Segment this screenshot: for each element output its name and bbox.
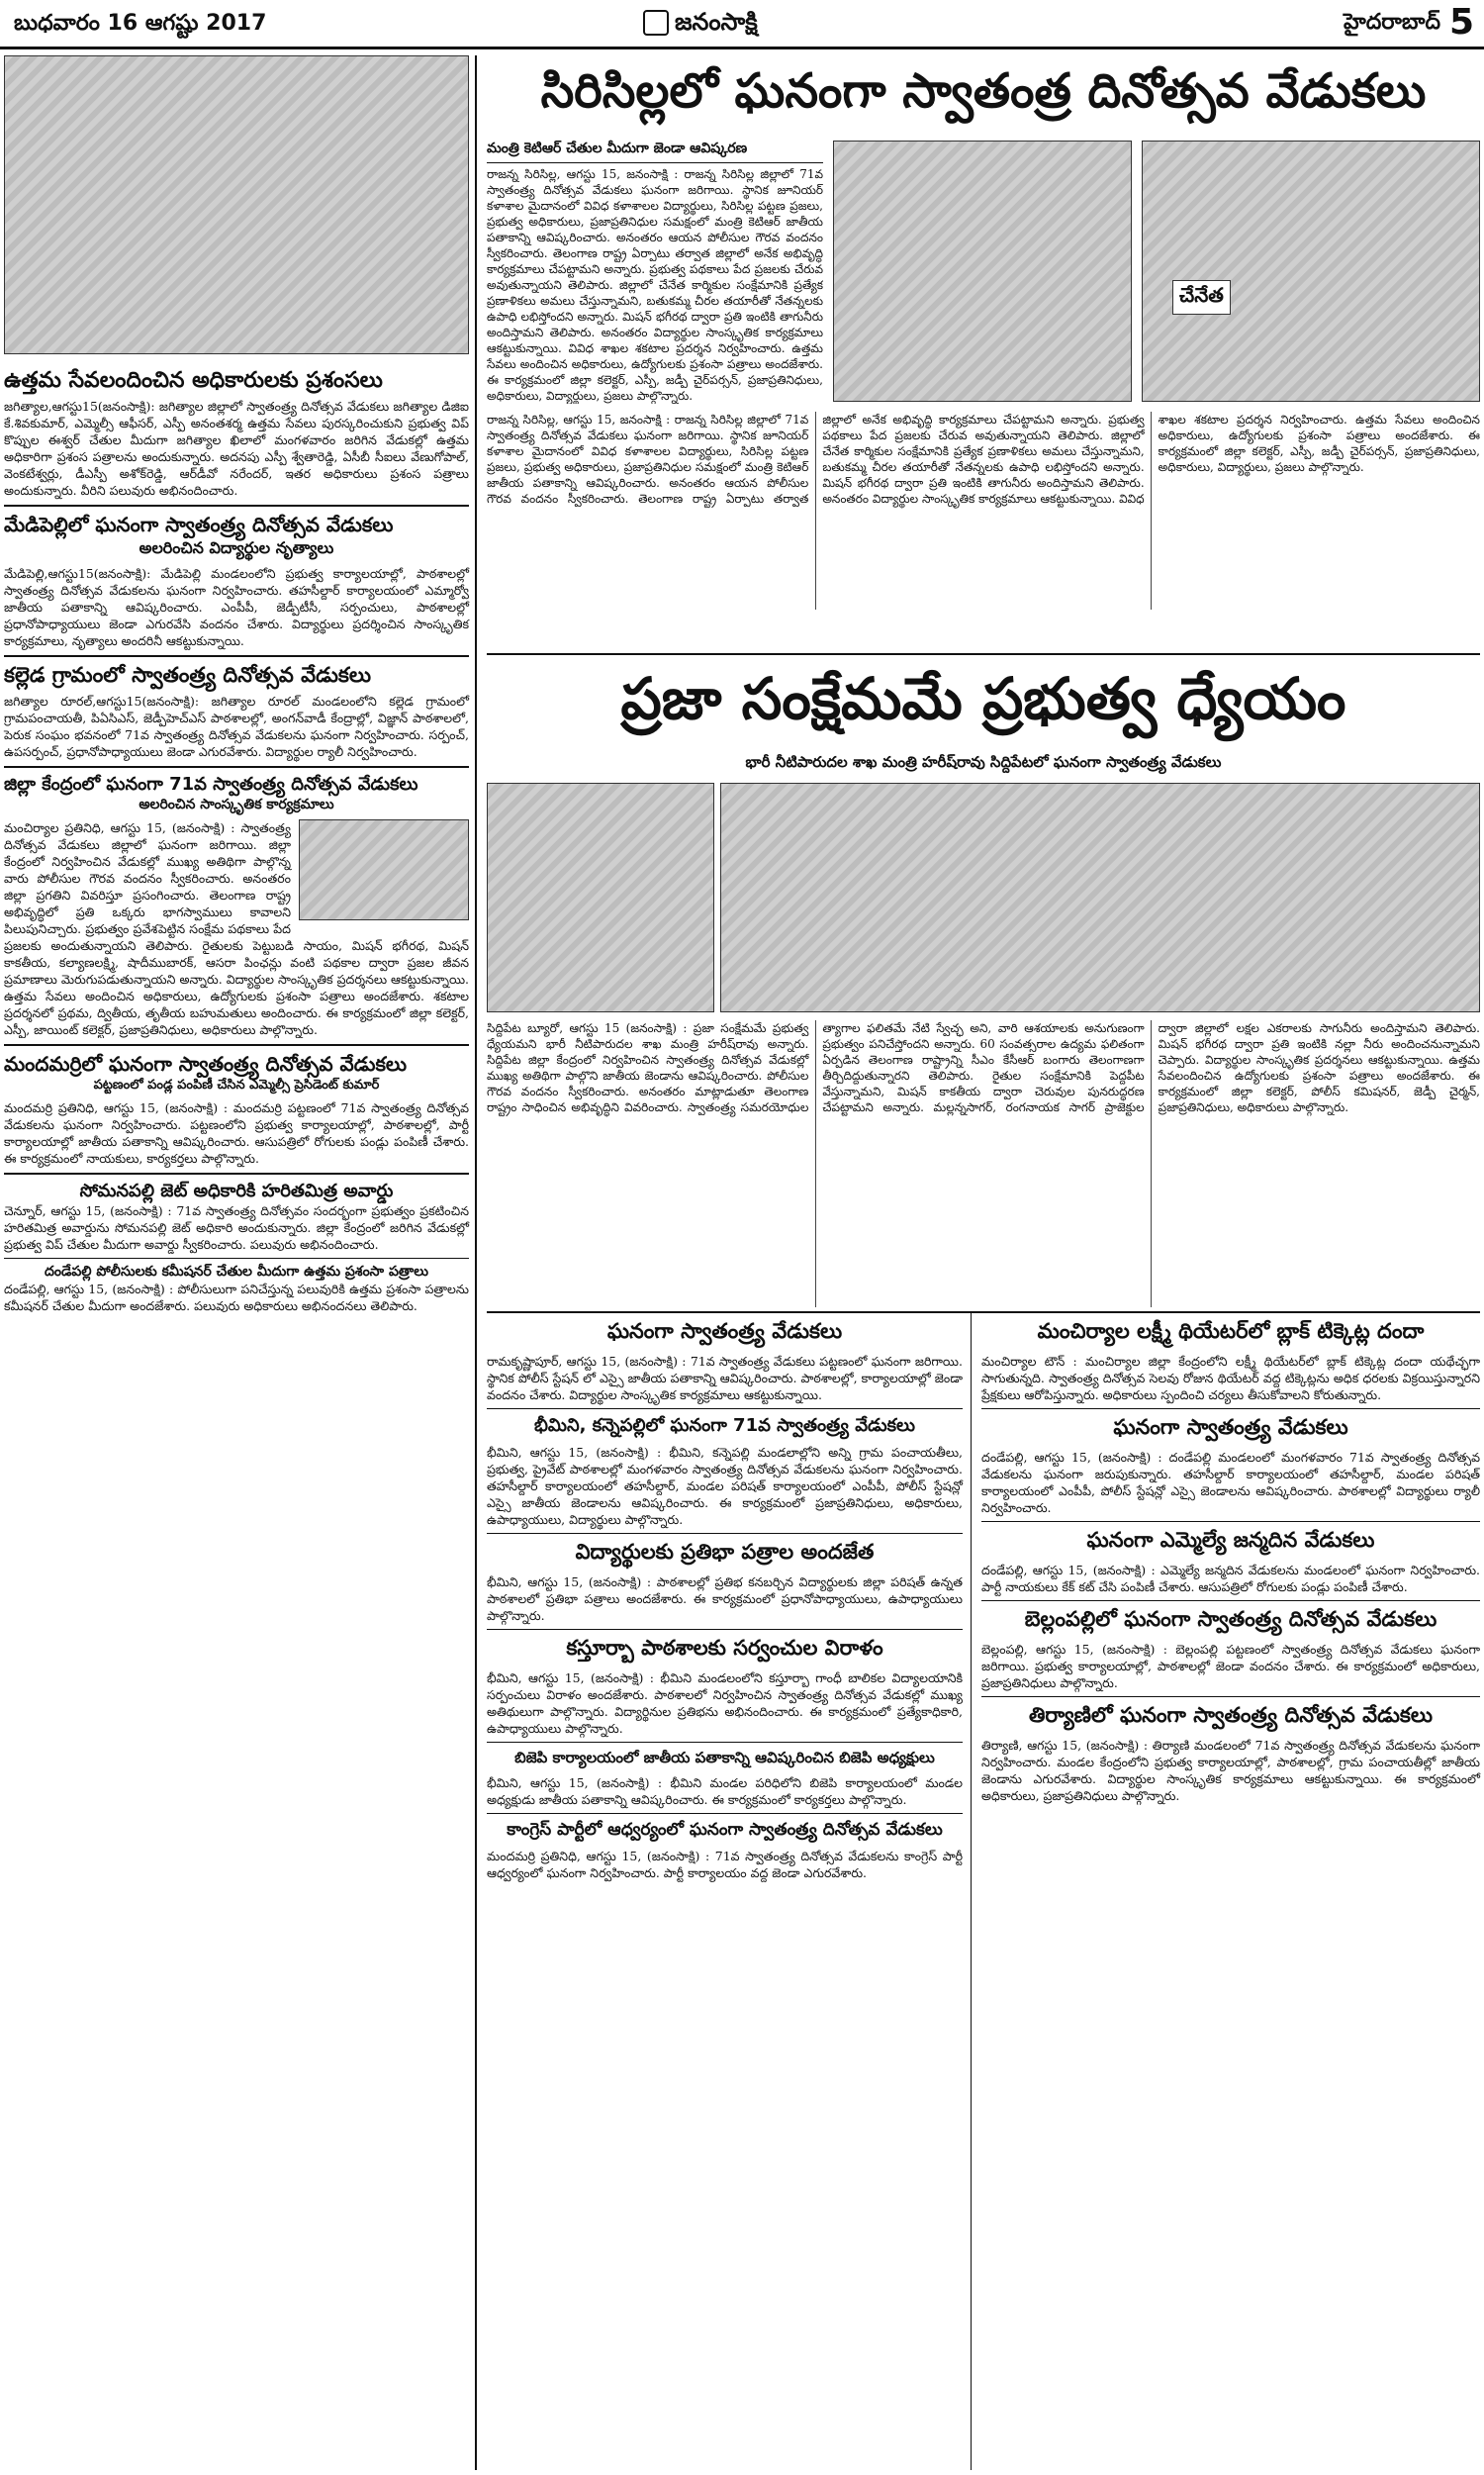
story6-headline: సోమనపల్లి జెట్ అధికారికి హరితమిత్ర అవార్డు [79,1181,394,1202]
brief-i-body: దండేపల్లి, ఆగస్టు 15, (జనంసాక్షి) : ఎమ్మెల్యే జన్మదిన వేడుకలను మండలంలో ఘనంగా నిర్వహించారు. పార్టీ నాయకులు కేక్ కట్ చేసి పంపిణీ చేశారు. ఆసుపత్రిలో రోగులకు పండ్లు పంపిణీ చేశారు. [981,1563,1480,1594]
top-story-subhead: మంత్రి కెటిఆర్ చేతుల మీదుగా జెండా ఆవిష్కరణ [487,141,823,163]
brief-f-body: మందమర్రి ప్రతినిధి, ఆగస్టు 15, (జనంసాక్షి) : 71వ స్వాతంత్ర్య దినోత్సవ వేడుకలను కాంగ్రెస్ పార్టీ ఆధ్వర్యంలో ఘనంగా నిర్వహించారు. పార్టీ కార్యాలయం వద్ద జెండా ఎగురవేశారు. [487,1849,963,1880]
brief-b-headline: భీమిని, కన్నెపల్లిలో ఘనంగా 71వ స్వాతంత్ర్య వేడుకలు [534,1415,915,1436]
issue-date: బుధవారం 16 ఆగష్టు 2017 [14,11,267,36]
brief-h-body: దండేపల్లి, ఆగస్టు 15, (జనంసాక్షి) : దండేపల్లి మండలంలో మంగళవారం 71వ స్వాతంత్ర్య దినోత్సవ వేడుకలను ఘనంగా జరుపుకున్నారు. తహసీల్దార్ కార్యాలయంలో తహసీల్దార్, మండల పరిషత్ కార్యాలయంలో ఎంపీపీ, పోలీస్ స్టేషన్లో ఎస్సై జెండాలను ఆవిష్కరించారు. పాఠశాలల్లో విద్యార్థులు ర్యాలీ నిర్వహించారు. [981,1450,1480,1515]
top-story-headline: సిరిసిల్లలో ఘనంగా స్వాతంత్ర దినోత్సవ వేడుకలు [540,63,1427,119]
story1-headline: ఉత్తమ సేవలందించిన అధికారులకు ప్రశంసలు [4,368,383,393]
left-column [4,55,477,2470]
brief-h-headline: ఘనంగా స్వాతంత్ర్య వేడుకలు [1113,1415,1348,1439]
folk-dance-photo [720,783,1480,1012]
brief-a-headline: ఘనంగా స్వాతంత్ర్య వేడుకలు [606,1319,843,1343]
brief-c-headline: విద్యార్థులకు ప్రతిభా పత్రాల అందజేత [575,1540,875,1564]
story2-subhead: అలరించిన విద్యార్థుల నృత్యాలు [139,538,334,558]
paper-name-text: జనంసాక్షి [675,8,758,36]
story2-body: మేడిపెల్లి,ఆగస్టు15(జనంసాక్షి): మేడిపెల్లి మండలంలోని ప్రభుత్వ కార్యాలయాల్లో, పాఠశాలల్లో స్వాతంత్ర్య దినోత్సవ వేడుకలను ఘనంగా నిర్వహించారు. తహసీల్దార్ కార్యాలయంలో ఎమ్మార్వో జాతీయ పతాకాన్ని ఆవిష్కరించారు. ఎంపీపీ, జెడ్పీటీసీ, సర్పంచులు, పాఠశాలల్లో ప్రధానోపాధ్యాయులు జెండా ఎగురవేసి వందనం చేశారు. విద్యార్థులు ప్రదర్శించిన సాంస్కృతిక కార్యక్రమాలు, నృత్యాలు అందరినీ ఆకట్టుకున్నాయి. [4,566,469,649]
story4-headline: జిల్లా కేంద్రంలో ఘనంగా 71వ స్వాతంత్ర్య దినోత్సవ వేడుకలు [4,773,418,795]
tableau-label: చేనేత [1172,280,1231,315]
story7-headline: దండేపల్లి పోలీసులకు కమీషనర్ చేతుల మీదుగా ఉత్తమ ప్రశంసా పత్రాలు [45,1263,428,1280]
main-story-headline: ప్రజా సంక్షేమమే ప్రభుత్వ ధ్యేయం [620,665,1346,732]
story7-body: దండేపల్లి, ఆగస్టు 15, (జనంసాక్షి) : పోలీసులుగా పనిచేస్తున్న పలువురికి ఉత్తమ ప్రశంసా పత్రాలను కమీషనర్ చేతుల మీదుగా అందజేశారు. పలువురు అధికారులు అభినందనలు తెలిపారు. [4,1281,469,1313]
brief-k-headline: తిర్యాణిలో ఘనంగా స్వాతంత్ర్య దినోత్సవ వేడుకలు [1028,1703,1434,1727]
briefs-right [981,1313,1480,2470]
brief-g-headline: మంచిర్యాల లక్ష్మీ థియేటర్‌లో బ్లాక్ టిక్కెట్ల దందా [1037,1319,1425,1343]
story3-body: జగిత్యాల రూరల్,ఆగస్టు15(జనంసాక్షి): జగిత్యాల రూరల్ మండలంలోని కల్లెడ గ్రామంలో గ్రామపంచాయతీ, పిఏసిఎస్, జెడ్పీహెచ్ఎస్ పాఠశాలల్లో, అంగన్‌వాడీ కేంద్రాల్లో, విజ్ఞాన్ పాఠశాలలో, పెరుక సంఘం భవనంలో 71వ స్వాతంత్ర్య దినోత్సవ వేడుకలను ఘనంగా నిర్వహించారు. సర్పంచ్, ఉపసర్పంచ్, ప్రధానోపాధ్యాయులు జెండా ఎగురవేశారు. విద్యార్థుల ర్యాలీ నిర్వహించారు. [4,693,469,759]
story4-subhead: అలరించిన సాంస్కృతిక కార్యక్రమాలు [139,797,334,813]
main-story-subhead: భారీ నీటిపారుదల శాఖ మంత్రి హరీష్‌రావు సిద్దిపేటలో ఘనంగా స్వాతంత్ర్య వేడుకలు [745,753,1222,771]
brief-d-body: భీమిని, ఆగస్టు 15, (జనంసాక్షి) : భీమిని మండలంలోని కస్తూర్బా గాంధీ బాలికల విద్యాలయానికి సర్పంచులు విరాళం అందజేశారు. పాఠశాలలో నిర్వహించిన స్వాతంత్ర్య దినోత్సవ వేడుకల్లో ముఖ్య అతిథులుగా పాల్గొన్నారు. విద్యార్థినుల ప్రతిభను అభినందించారు. ఈ కార్యక్రమంలో ప్రత్యేకాధికారి, ఉపాధ్యాయులు పాల్గొన్నారు. [487,1670,963,1736]
minister-speech-photo [833,141,1132,402]
page-number: 5 [1448,2,1474,43]
main-story-body: సిద్దిపేట బ్యూరో, ఆగస్టు 15 (జనంసాక్షి) : ప్రజా సంక్షేమమే ప్రభుత్వ ధ్యేయమని భారీ నీటిపారుదల శాఖ మంత్రి హరీష్‌రావు అన్నారు. సిద్దిపేట జిల్లా కేంద్రంలో నిర్వహించిన స్వాతంత్ర్య దినోత్సవ వేడుకల్లో ముఖ్య అతిథిగా పాల్గొని జాతీయ జెండాను ఆవిష్కరించారు. పోలీసుల గౌరవ వందనం స్వీకరించారు. అనంతరం మాట్లాడుతూ తెలంగాణ రాష్ట్రం సాధించిన అభివృద్ధిని వివరించారు. స్వాతంత్ర్య సమరయోధుల త్యాగాల ఫలితమే నేటి స్వేచ్ఛ అని, వారి ఆశయాలకు అనుగుణంగా ప్రభుత్వం పనిచేస్తోందని అన్నారు. 60 సంవత్సరాల ఉద్యమ ఫలితంగా ఏర్పడిన తెలంగాణ రాష్ట్రాన్ని సీఎం కేసీఆర్ బంగారు తెలంగాణగా తీర్చిదిద్దుతున్నారని తెలిపారు. రైతుల సంక్షేమానికి పెద్దపీట వేస్తున్నామని, మిషన్ కాకతీయ ద్వారా చెరువుల పునరుద్ధరణ చేపట్టామని అన్నారు. మల్లన్నసాగర్, రంగనాయక సాగర్ ప్రాజెక్టుల ద్వారా జిల్లాలో లక్షల ఎకరాలకు సాగునీరు అందిస్తామని తెలిపారు. మిషన్ భగీరథ ద్వారా ప్రతి ఇంటికి నల్లా నీరు అందించనున్నామని చెప్పారు. విద్యార్థుల సాంస్కృతిక ప్రదర్శనలు ఆకట్టుకున్నాయి. ఉత్తమ సేవలందించిన ఉద్యోగులకు ప్రశంసా పత్రాలు అందజేశారు. ఈ కార్యక్రమంలో జిల్లా కలెక్టర్, పోలీస్ కమిషనర్, జెడ్పీ చైర్మన్, ప్రజాప్రతినిధులు, అధికారులు పాల్గొన్నారు. [487,1021,1480,1114]
brief-k-body: తిర్యాణి, ఆగస్టు 15, (జనంసాక్షి) : తిర్యాణి మండలంలో 71వ స్వాతంత్ర్య దినోత్సవ వేడుకలను ఘనంగా నిర్వహించారు. మండల కేంద్రంలోని ప్రభుత్వ కార్యాలయాల్లో, పాఠశాలల్లో, గ్రామ పంచాయతీల్లో జాతీయ జెండాను ఎగురవేశారు. విద్యార్థుల సాంస్కృతిక కార్యక్రమాలు ఆకట్టుకున్నాయి. ఈ కార్యక్రమంలో అధికారులు, ప్రజాప్రతినిధులు పాల్గొన్నారు. [981,1738,1480,1803]
briefs-section [487,1311,1480,2470]
story5-headline: మందమర్రిలో ఘనంగా స్వాతంత్ర్య దినోత్సవ వేడుకలు [4,1052,408,1077]
main-story [487,653,1480,1306]
top-story-body-cont: రాజన్న సిరిసిల్ల, ఆగస్టు 15, జనంసాక్షి : రాజన్న సిరిసిల్ల జిల్లాలో 71వ స్వాతంత్ర్య దినోత్సవ వేడుకలు ఘనంగా జరిగాయి. స్థానిక జూనియర్ కళాశాల మైదానంలో వివిధ కళాశాలల విద్యార్థులు, సిరిసిల్ల పట్టణ ప్రజలు, ప్రభుత్వ అధికారులు, ప్రజాప్రతినిధుల సమక్షంలో మంత్రి కెటిఆర్ జాతీయ పతాకాన్ని ఆవిష్కరించారు. అనంతరం ఆయన పోలీసుల గౌరవ వందనం స్వీకరించారు. తెలంగాణ రాష్ట్ర ఏర్పాటు తర్వాత జిల్లాలో అనేక అభివృద్ధి కార్యక్రమాలు చేపట్టామని అన్నారు. ప్రభుత్వ పథకాలు పేద ప్రజలకు చేరువ అవుతున్నాయని తెలిపారు. జిల్లాలో చేనేత కార్మికుల సంక్షేమానికి ప్రత్యేక ప్రణాళికలు అమలు చేస్తున్నామని, బతుకమ్మ చీరల తయారీతో నేతన్నలకు ఉపాధి లభిస్తోందని అన్నారు. మిషన్ భగీరథ ద్వారా ప్రతి ఇంటికి తాగునీరు అందిస్తామని తెలిపారు. అనంతరం విద్యార్థుల సాంస్కృతిక కార్యక్రమాలు ఆకట్టుకున్నాయి. వివిధ శాఖల శకటాల ప్రదర్శన నిర్వహించారు. ఉత్తమ సేవలు అందించిన అధికారులు, ఉద్యోగులకు ప్రశంసా పత్రాలు అందజేశారు. ఈ కార్యక్రమంలో జిల్లా కలెక్టర్, ఎస్పీ, జడ్పీ చైర్‌పర్సన్, ప్రజాప్రతినిధులు, అధికారులు, విద్యార్థులు, ప్రజలు పాల్గొన్నారు. [487,413,1480,506]
paper-logo-icon [643,10,669,36]
brief-f-headline: కాంగ్రెస్ పార్టీలో ఆధ్వర్యంలో ఘనంగా స్వాతంత్ర్య దినోత్సవ వేడుకలు [507,1820,943,1840]
masthead [0,0,1484,49]
award-ceremony-photo [4,55,469,354]
briefs-left [487,1313,972,2470]
story5-body: మందమర్రి ప్రతినిధి, ఆగస్టు 15, (జనంసాక్షి) : మందమర్రి పట్టణంలో 71వ స్వాతంత్ర్య దినోత్సవ వేడుకలను ఘనంగా నిర్వహించారు. పట్టణంలోని ప్రభుత్వ కార్యాలయాల్లో, పాఠశాలల్లో, పార్టీ కార్యాలయాల్లో జాతీయ పతాకాన్ని ఆవిష్కరించారు. ఆసుపత్రిలో రోగులకు పండ్లు పంపిణీ చేశారు. ఈ కార్యక్రమంలో నాయకులు, కార్యకర్తలు పాల్గొన్నారు. [4,1100,469,1167]
brief-g-body: మంచిర్యాల టౌన్ : మంచిర్యాల జిల్లా కేంద్రంలోని లక్ష్మీ థియేటర్‌లో బ్లాక్ టిక్కెట్ల దందా యథేచ్ఛగా సాగుతున్నది. స్వాతంత్ర్య దినోత్సవ సెలవు రోజున థియేటర్ వద్ద టిక్కెట్లను అధిక ధరలకు విక్రయిస్తున్నారని ప్రేక్షకులు ఆరోపిస్తున్నారు. అధికారులు స్పందించి చర్యలు తీసుకోవాలని కోరుతున్నారు. [981,1354,1480,1402]
brief-b-body: భీమిని, ఆగస్టు 15, (జనంసాక్షి) : భీమిని, కన్నెపల్లి మండలాల్లోని అన్ని గ్రామ పంచాయతీలు, ప్రభుత్వ, ప్రైవేట్ పాఠశాలల్లో మంగళవారం స్వాతంత్ర్య దినోత్సవ వేడుకలను ఘనంగా నిర్వహించారు. తహసీల్దార్ కార్యాలయంలో తహసీల్దార్, మండల పరిషత్ కార్యాలయంలో ఎంపీపీ, పోలీస్ స్టేషన్లో ఎస్సై జాతీయ జెండాలను ఆవిష్కరించారు. ఈ కార్యక్రమంలో ప్రజాప్రతినిధులు, అధికారులు, ఉపాధ్యాయులు, విద్యార్థులు పాల్గొన్నారు. [487,1445,963,1527]
brief-e-headline: బిజెపి కార్యాలయంలో జాతీయ పతాకాన్ని ఆవిష్కరించిన బిజెపి అధ్యక్షులు [514,1749,935,1766]
story6-body: చెన్నూర్, ఆగస్టు 15, (జనంసాక్షి) : 71వ స్వాతంత్ర్య దినోత్సవం సందర్భంగా ప్రభుత్వం ప్రకటించిన హరితమిత్ర అవార్డును సోమనపల్లి జెట్ అధికారి అందుకున్నారు. జిల్లా కేంద్రంలో జరిగిన వేడుకల్లో ప్రభుత్వ విప్ చేతుల మీదుగా అవార్డు స్వీకరించారు. పలువురు అభినందించారు. [4,1202,469,1252]
story4-body: మంచిర్యాల ప్రతినిధి, ఆగస్టు 15, (జనంసాక్షి) : స్వాతంత్ర్య దినోత్సవ వేడుకలు జిల్లాలో ఘనంగా జరిగాయి. జిల్లా కేంద్రంలో నిర్వహించిన వేడుకల్లో ముఖ్య అతిథిగా పాల్గొన్న వారు పోలీసుల గౌరవ వందనం స్వీకరించారు. అనంతరం జిల్లా ప్రగతిని వివరిస్తూ ప్రసంగించారు. తెలంగాణ రాష్ట్ర అభివృద్ధిలో ప్రతి ఒక్కరు భాగస్వాములు కావాలని పిలుపునిచ్చారు. ప్రభుత్వం ప్రవేశపెట్టిన సంక్షేమ పథకాలు పేద ప్రజలకు అందుతున్నాయని తెలిపారు. రైతులకు పెట్టుబడి సాయం, మిషన్ భగీరథ, మిషన్ కాకతీయ, కల్యాణలక్ష్మి, షాదీముబారక్, ఆసరా పింఛన్లు వంటి పథకాల ద్వారా ప్రజల జీవన ప్రమాణాలు మెరుగుపడుతున్నాయని అన్నారు. విద్యార్థుల సాంస్కృతిక ప్రదర్శనలు ఆకట్టుకున్నాయి. ఉత్తమ సేవలు అందించిన అధికారులు, ఉద్యోగులకు ప్రశంసా పత్రాలు అందజేశారు. శకటాల ప్రదర్శనలో ప్రథమ, ద్వితీయ, తృతీయ బహుమతులు అందించారు. ఈ కార్యక్రమంలో జిల్లా కలెక్టర్, ఎస్పీ, జాయింట్ కలెక్టర్, ప్రజాప్రతినిధులు, అధికారులు పాల్గొన్నారు. [4,820,469,1038]
story5-subhead: పట్టణంలో పండ్ల పంపిణీ చేసిన ఎమ్మెల్సీ ప్రెసిడెంట్ కుమార్ [93,1078,380,1094]
paper-name [643,8,758,42]
story2-headline: మేడిపెల్లిలో ఘనంగా స్వాతంత్ర్య దినోత్సవ వేడుకలు [4,513,394,537]
top-story-body-col1: రాజన్న సిరిసిల్ల, ఆగస్టు 15, జనంసాక్షి : రాజన్న సిరిసిల్ల జిల్లాలో 71వ స్వాతంత్ర్య దినోత్సవ వేడుకలు ఘనంగా జరిగాయి. స్థానిక జూనియర్ కళాశాల మైదానంలో వివిధ కళాశాలల విద్యార్థులు, సిరిసిల్ల పట్టణ ప్రజలు, ప్రభుత్వ అధికారులు, ప్రజాప్రతినిధుల సమక్షంలో మంత్రి కెటిఆర్ జాతీయ పతాకాన్ని ఆవిష్కరించారు. అనంతరం ఆయన పోలీసుల గౌరవ వందనం స్వీకరించారు. తెలంగాణ రాష్ట్ర ఏర్పాటు తర్వాత జిల్లాలో అనేక అభివృద్ధి కార్యక్రమాలు చేపట్టామని అన్నారు. ప్రభుత్వ పథకాలు పేద ప్రజలకు చేరువ అవుతున్నాయని తెలిపారు. జిల్లాలో చేనేత కార్మికుల సంక్షేమానికి ప్రత్యేక ప్రణాళికలు అమలు చేస్తున్నామని, బతుకమ్మ చీరల తయారీతో నేతన్నలకు ఉపాధి లభిస్తోందని అన్నారు. మిషన్ భగీరథ ద్వారా ప్రతి ఇంటికి తాగునీరు అందిస్తామని తెలిపారు. అనంతరం విద్యార్థుల సాంస్కృతిక కార్యక్రమాలు ఆకట్టుకున్నాయి. వివిధ శాఖల శకటాల ప్రదర్శన నిర్వహించారు. ఉత్తమ సేవలు అందించిన అధికారులు, ఉద్యోగులకు ప్రశంసా పత్రాలు అందజేశారు. ఈ కార్యక్రమంలో జిల్లా కలెక్టర్, ఎస్పీ, జడ్పీ చైర్‌పర్సన్, ప్రజాప్రతినిధులు, అధికారులు, విద్యార్థులు, ప్రజలు పాల్గొన్నారు. [487,167,823,403]
brief-j-body: బెల్లంపల్లి, ఆగస్టు 15, (జనంసాక్షి) : బెల్లంపల్లి పట్టణంలో స్వాతంత్ర్య దినోత్సవ వేడుకలు ఘనంగా జరిగాయి. ప్రభుత్వ కార్యాలయాల్లో, పాఠశాలల్లో జెండా వందనం చేశారు. ఈ కార్యక్రమంలో అధికారులు, ప్రజాప్రతినిధులు పాల్గొన్నారు. [981,1642,1480,1690]
brief-j-headline: బెల్లంపల్లిలో ఘనంగా స్వాతంత్ర్య దినోత్సవ వేడుకలు [1024,1607,1438,1631]
story3-headline: కల్లెడ గ్రామంలో స్వాతంత్ర్య దినోత్సవ వేడుకలు [4,663,371,688]
district-event-photo [299,819,469,920]
edition-name: హైదరాబాద్ [1344,10,1440,35]
handloom-tableau-photo [1142,141,1480,402]
brief-e-body: భీమిని, ఆగస్టు 15, (జనంసాక్షి) : భీమిని మండల పరిధిలోని బిజెపి కార్యాలయంలో మండల అధ్యక్షుడు జాతీయ పతాకాన్ని ఆవిష్కరించారు. ఈ కార్యక్రమంలో కార్యకర్తలు పాల్గొన్నారు. [487,1775,963,1807]
brief-c-body: భీమిని, ఆగస్టు 15, (జనంసాక్షి) : పాఠశాలల్లో ప్రతిభ కనబర్చిన విద్యార్థులకు జిల్లా పరిషత్ ఉన్నత పాఠశాలలో ప్రతిభా పత్రాలు అందజేశారు. ఈ కార్యక్రమంలో ప్రధానోపాధ్యాయులు, ఉపాధ్యాయులు పాల్గొన్నారు. [487,1574,963,1623]
brief-d-headline: కస్తూర్బా పాఠశాలకు సర్వంచుల విరాళం [566,1636,883,1660]
story1-body: జగిత్యాల,ఆగస్టు15(జనంసాక్షి): జగిత్యాల జిల్లాలో స్వాతంత్ర్య దినోత్సవ వేడుకలు జగిత్యాల డిజిఐ కే.శివకుమార్, ఎమ్మెల్సీ ఆఫీసర్, ఎస్పీ అనంతశర్మ ఉత్తమ సేవలు పురస్కరించుకుని ప్రభుత్వ విప్ కొప్పుల ఈశ్వర్ చేతుల మీదుగా జగిత్యాల ఖిలాలో మంగళవారం జరిగిన వేడుకల్లో ఉత్తమ అధికారిగా ప్రశంస పత్రాలను అందుకున్నారు. అదనపు ఎస్పీ శ్వేతారెడ్డి, ఏసీబీ సీఐలు వేణుగోపాల్‌, వెంకటేశ్వర్లు, డీఎస్పీ అశోక్‌రెడ్డి, ఆర్‌డీవో నరేందర్, ఇతర అధికారులు ప్రశంస పత్రాలు అందుకున్నారు. వీరిని పలువురు అభినందించారు. [4,399,469,499]
harish-rao-podium-photo [487,783,714,1012]
brief-i-headline: ఘనంగా ఎమ్మెల్యే జన్మదిన వేడుకలు [1086,1528,1375,1552]
brief-a-body: రామకృష్ణాపూర్, ఆగస్టు 15, (జనంసాక్షి) : 71వ స్వాతంత్ర్య వేడుకలు పట్టణంలో ఘనంగా జరిగాయి. స్థానిక పోలీస్ స్టేషన్ లో ఎస్సై జాతీయ పతాకాన్ని ఆవిష్కరించారు. పాఠశాలల్లో, కార్యాలయాల్లో జెండా వందనం చేశారు. విద్యార్థుల సాంస్కృతిక కార్యక్రమాలు ఆకట్టుకున్నాయి. [487,1354,963,1402]
top-story [487,59,1480,653]
